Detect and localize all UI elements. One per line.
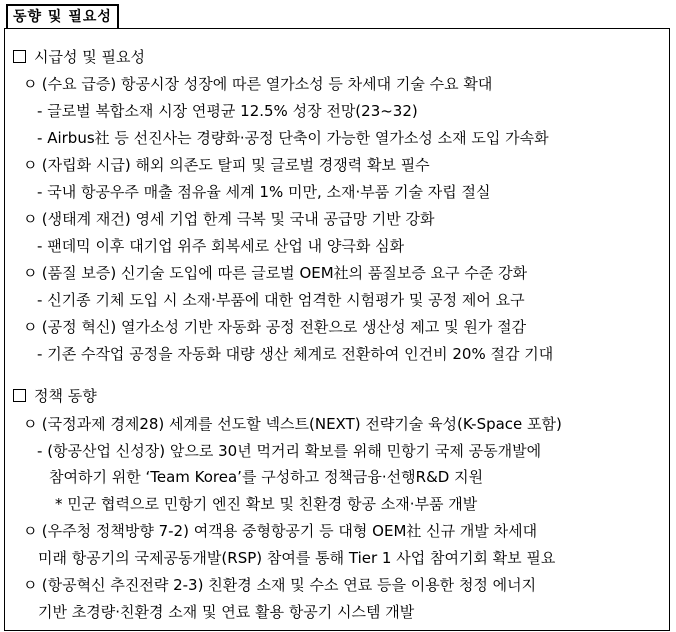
bullet-marker: ㅇ	[23, 156, 38, 174]
dash-marker: -	[37, 345, 43, 363]
checkbox-square-icon	[13, 389, 26, 402]
section1-heading-text: 시급성 및 필요성	[34, 48, 145, 66]
list-item	[23, 317, 526, 337]
dash-marker: -	[37, 291, 43, 309]
list-item	[37, 344, 553, 364]
item-text: 민군 협력으로 민항기 엔진 확보 및 친환경 항공 소재·부품 개발	[67, 495, 478, 513]
asterisk-marker: *	[55, 495, 63, 513]
list-item	[37, 236, 404, 256]
dash-marker: -	[37, 102, 43, 120]
list-item-continuation	[38, 602, 414, 622]
list-item	[23, 575, 536, 595]
list-item	[37, 182, 490, 202]
list-item	[37, 101, 418, 121]
item-text: (생태계 재건) 영세 기업 한계 극복 및 국내 공급망 기반 강화	[41, 210, 435, 228]
item-text: (공정 혁신) 열가소성 기반 자동화 공정 전환으로 생산성 제고 및 원가 절감	[41, 318, 527, 336]
list-item	[37, 441, 541, 461]
item-text: (자립화 시급) 해외 의존도 탈피 및 글로벌 경쟁력 확보 필수	[41, 156, 430, 174]
bullet-marker: ㅇ	[23, 318, 38, 336]
item-text: Airbus社 등 선진사는 경량화·공정 단축이 가능한 열가소성 소재 도입 가속화	[47, 129, 549, 147]
list-item	[37, 128, 549, 148]
item-text: (항공혁신 추진전략 2-3) 친환경 소재 및 수소 연료 등을 이용한 청정 에너지	[41, 576, 537, 594]
checkbox-square-icon	[13, 50, 26, 63]
list-item	[23, 414, 562, 434]
bullet-marker: ㅇ	[23, 75, 38, 93]
item-text: 국내 항공우주 매출 점유율 세계 1% 미만, 소재·부품 기술 자립 절실	[47, 183, 491, 201]
item-text: (항공산업 신성장) 앞으로 30년 먹거리 확보를 위해 민항기 국제 공동개발에	[47, 442, 542, 460]
section1-heading	[13, 47, 145, 67]
item-text: (국정과제 경제28) 세계를 선도할 넥스트(NEXT) 전략기술 육성(K-Space 포함)	[41, 415, 562, 433]
section-title-tab: 동향 및 필요성	[6, 4, 119, 29]
bullet-marker: ㅇ	[23, 415, 38, 433]
dash-marker: -	[37, 237, 43, 255]
item-text: (품질 보증) 신기술 도입에 따른 글로벌 OEM社의 품질보증 요구 수준 강화	[41, 264, 528, 282]
item-text: 기반 초경량·친환경 소재 및 연료 활용 항공기 시스템 개발	[38, 603, 415, 621]
dash-marker: -	[37, 183, 43, 201]
item-text: (수요 급증) 항공시장 성장에 따른 열가소성 등 차세대 기술 수요 확대	[41, 75, 493, 93]
list-item	[23, 155, 430, 175]
list-item	[23, 209, 434, 229]
bullet-marker: ㅇ	[23, 522, 38, 540]
list-item	[23, 263, 527, 283]
list-item	[23, 74, 492, 94]
item-text: 팬데믹 이후 대기업 위주 회복세로 산업 내 양극화 심화	[47, 237, 405, 255]
item-text: 기존 수작업 공정을 자동화 대량 생산 체계로 전환하여 인건비 20% 절감 기대	[47, 345, 554, 363]
item-text: 신기종 기체 도입 시 소재·부품에 대한 엄격한 시험평가 및 공정 제어 요구	[47, 291, 525, 309]
bullet-marker: ㅇ	[23, 210, 38, 228]
item-text: (우주청 정책방향 7-2) 여객용 중형항공기 등 대형 OEM社 신규 개발 차세대	[41, 522, 538, 540]
dash-marker: -	[37, 129, 43, 147]
section2-heading-text: 정책 동향	[34, 387, 97, 405]
list-item-continuation	[38, 548, 555, 568]
item-text: 미래 항공기의 국제공동개발(RSP) 참여를 통해 Tier 1 사업 참여기회 확보 필요	[38, 549, 556, 567]
list-item-continuation	[49, 467, 483, 487]
list-item	[23, 521, 537, 541]
dash-marker: -	[37, 442, 43, 460]
section2-heading	[13, 386, 97, 406]
list-item	[55, 494, 477, 514]
bullet-marker: ㅇ	[23, 576, 38, 594]
item-text: 글로벌 복합소재 시장 연평균 12.5% 성장 전망(23~32)	[47, 102, 418, 120]
list-item	[37, 290, 525, 310]
bullet-marker: ㅇ	[23, 264, 38, 282]
content-box	[4, 28, 670, 631]
item-text: 참여하기 위한 ‘Team Korea’를 구성하고 정책금융·선행R&D 지원	[49, 468, 484, 486]
